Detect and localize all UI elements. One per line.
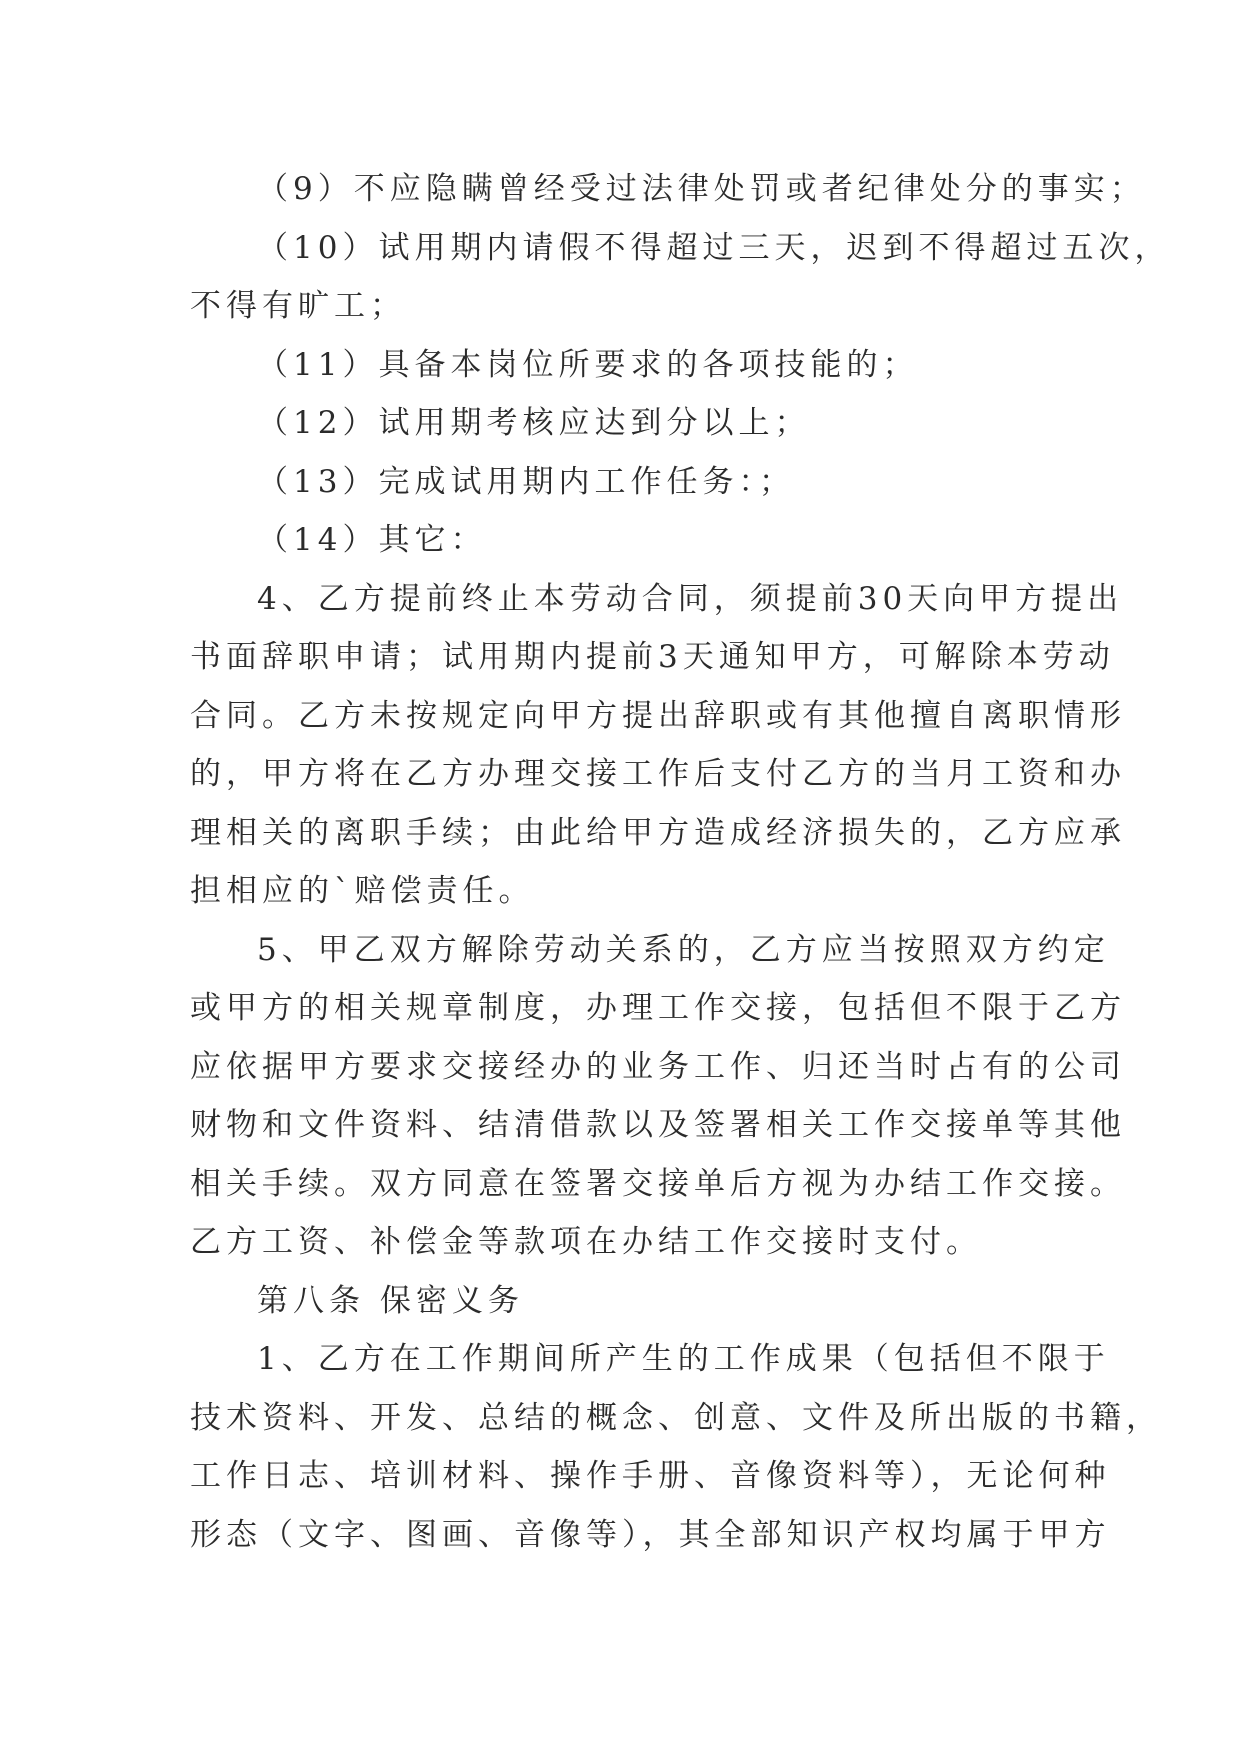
document-line: 5、甲乙双方解除劳动关系的，乙方应当按照双方约定 (257, 931, 1110, 968)
document-line: 技术资料、开发、总结的概念、创意、文件及所出版的书籍， (190, 1399, 1162, 1436)
document-line: （9）不应隐瞒曾经受过法律处罚或者纪律处分的事实； (257, 171, 1146, 207)
document-line: 不得有旷工； (190, 288, 406, 324)
document-line: 工作日志、培训材料、操作手册、音像资料等），无论何种 (190, 1458, 1111, 1494)
document-line: （13）完成试用期内工作任务：； (257, 463, 795, 500)
document-line: （11）具备本岗位所要求的各项技能的； (257, 346, 919, 383)
document-line: 应依据甲方要求交接经办的业务工作、归还当时占有的公司 (190, 1048, 1126, 1085)
document-line: 或甲方的相关规章制度，办理工作交接，包括但不限于乙方 (190, 990, 1126, 1026)
document-line: 1、乙方在工作期间所产生的工作成果（包括但不限于 (257, 1341, 1110, 1377)
document-line: 书面辞职申请；试用期内提前3天通知甲方，可解除本劳动 (190, 639, 1115, 675)
document-line: 担相应的`赔偿责任。 (190, 873, 535, 909)
document-line: 相关手续。双方同意在签署交接单后方视为办结工作交接。 (190, 1165, 1126, 1202)
document-line: 4、乙方提前终止本劳动合同，须提前30天向甲方提出 (257, 580, 1124, 617)
document-body (190, 160, 1171, 1564)
document-line: （14）其它： (257, 522, 487, 558)
document-line: 乙方工资、补偿金等款项在办结工作交接时支付。 (190, 1224, 982, 1260)
document-line: （12）试用期考核应达到分以上； (257, 405, 811, 441)
document-line: 财物和文件资料、结清借款以及签署相关工作交接单等其他 (190, 1107, 1126, 1143)
document-line: 形态（文字、图画、音像等），其全部知识产权均属于甲方 (190, 1516, 1111, 1553)
document-line: 第八条 保密义务 (257, 1282, 524, 1319)
document-line: 理相关的离职手续；由此给甲方造成经济损失的，乙方应承 (190, 814, 1126, 851)
document-line: （10）试用期内请假不得超过三天，迟到不得超过五次， (257, 229, 1171, 266)
document-line: 合同。乙方未按规定向甲方提出辞职或有其他擅自离职情形 (190, 697, 1126, 734)
document-line: 的，甲方将在乙方办理交接工作后支付乙方的当月工资和办 (190, 756, 1126, 792)
